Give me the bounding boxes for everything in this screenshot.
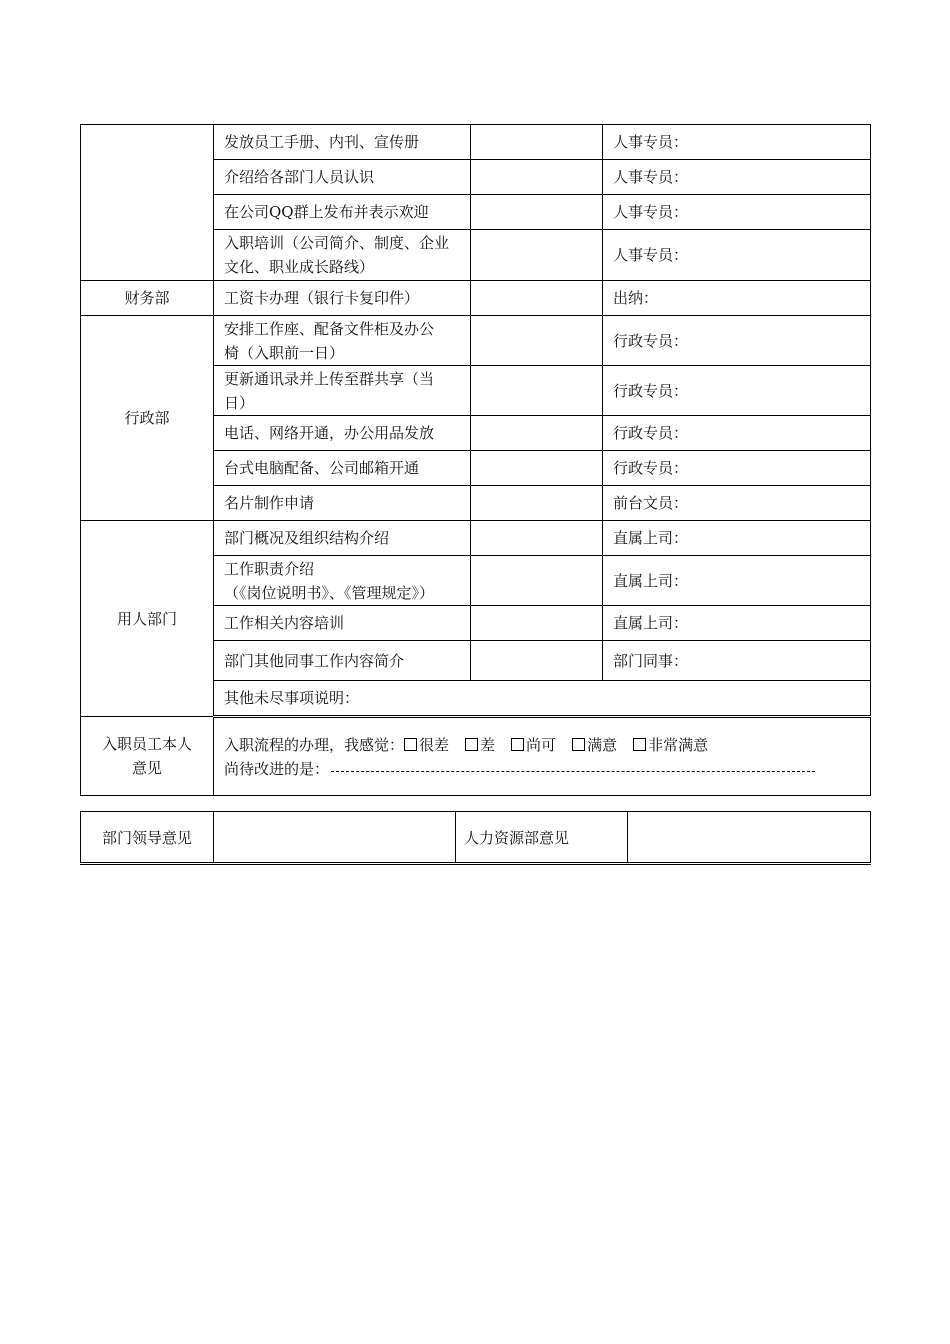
other-notes-cell[interactable]: 其他未尽事项说明： — [214, 681, 871, 717]
owner-cell: 行政专员： — [603, 316, 871, 366]
feedback-label-line: 意见 — [131, 759, 162, 777]
blank-cell[interactable] — [471, 366, 603, 416]
hr-label: 人力资源部意见 — [456, 812, 628, 864]
owner-cell: 行政专员： — [603, 451, 871, 486]
task-line: 文化、职业成长路线） — [224, 258, 375, 276]
blank-cell[interactable] — [471, 451, 603, 486]
owner-cell: 直属上司： — [603, 606, 871, 641]
table-row — [81, 316, 871, 366]
onboarding-checklist-table — [80, 124, 871, 796]
hr-signature-cell[interactable] — [628, 812, 871, 864]
option-satisfied[interactable] — [572, 736, 617, 754]
task-line: （《岗位说明书》、《管理规定》） — [224, 583, 435, 602]
task-line: 日） — [224, 393, 255, 412]
dept-leader-signature-cell[interactable] — [214, 812, 456, 864]
blank-cell[interactable] — [471, 230, 603, 281]
owner-cell: 人事专员： — [603, 195, 871, 230]
blank-cell[interactable] — [471, 641, 603, 681]
task-cell: 介绍给各部门人员认识 — [214, 160, 471, 195]
feedback-label-cell — [81, 717, 214, 796]
owner-cell: 出纳： — [603, 281, 871, 316]
blank-cell[interactable] — [471, 416, 603, 451]
checkbox-icon[interactable] — [465, 738, 478, 751]
dept-leader-label: 部门领导意见 — [81, 812, 214, 864]
improvement-label: 尚待改进的是： — [224, 759, 330, 778]
owner-cell: 人事专员： — [603, 160, 871, 195]
option-very-poor[interactable] — [404, 736, 449, 754]
improvement-blank-line[interactable] — [331, 759, 815, 772]
checkbox-icon[interactable] — [511, 738, 524, 751]
dept-cell-finance: 财务部 — [81, 281, 214, 316]
dept-cell-hr — [81, 125, 214, 281]
approval-table — [80, 811, 871, 865]
blank-cell[interactable] — [471, 606, 603, 641]
approval-row — [81, 812, 871, 864]
task-cell: 部门概况及组织结构介绍 — [214, 521, 471, 556]
option-fair[interactable] — [511, 736, 556, 754]
owner-cell: 部门同事： — [603, 641, 871, 681]
task-cell — [214, 316, 471, 366]
feedback-content-cell — [214, 717, 871, 796]
checkbox-icon[interactable] — [572, 738, 585, 751]
task-line: 工作职责介绍 — [224, 559, 315, 578]
blank-cell[interactable] — [471, 281, 603, 316]
table-row — [81, 521, 871, 556]
satisfaction-prompt: 入职流程的办理，我感觉： — [224, 735, 405, 754]
task-line: 安排工作座、配备文件柜及办公 — [224, 319, 435, 338]
owner-cell: 行政专员： — [603, 416, 871, 451]
owner-cell: 行政专员： — [603, 366, 871, 416]
owner-cell: 前台文员： — [603, 486, 871, 521]
option-label: 差 — [480, 735, 496, 754]
blank-cell[interactable] — [471, 160, 603, 195]
feedback-label-line: 入职员工本人 — [101, 735, 192, 753]
checkbox-icon[interactable] — [404, 738, 417, 751]
task-line: 椅（入职前一日） — [224, 343, 345, 362]
task-line: 更新通讯录并上传至群共享（当 — [224, 369, 435, 388]
table-row — [81, 125, 871, 160]
dept-cell-admin: 行政部 — [81, 316, 214, 521]
option-very-satisfied[interactable] — [633, 736, 708, 754]
task-cell: 在公司QQ群上发布并表示欢迎 — [214, 195, 471, 230]
blank-cell[interactable] — [471, 486, 603, 521]
task-cell: 台式电脑配备、公司邮箱开通 — [214, 451, 471, 486]
blank-cell[interactable] — [471, 125, 603, 160]
option-label: 尚可 — [526, 735, 557, 754]
owner-cell: 人事专员： — [603, 230, 871, 281]
task-cell — [214, 556, 471, 606]
improvement-line — [224, 757, 860, 781]
task-cell: 电话、网络开通，办公用品发放 — [214, 416, 471, 451]
task-cell: 发放员工手册、内刊、宣传册 — [214, 125, 471, 160]
owner-cell: 人事专员： — [603, 125, 871, 160]
blank-cell[interactable] — [471, 556, 603, 606]
option-label: 满意 — [587, 735, 618, 754]
dept-cell-hiring: 用人部门 — [81, 521, 214, 717]
feedback-row — [81, 717, 871, 796]
option-label: 非常满意 — [648, 735, 709, 754]
option-label: 很差 — [419, 735, 450, 754]
satisfaction-line — [224, 733, 860, 757]
task-cell: 部门其他同事工作内容简介 — [214, 641, 471, 681]
option-poor[interactable] — [465, 736, 495, 754]
table-row — [81, 281, 871, 316]
task-line: 入职培训（公司简介、制度、企业 — [224, 234, 450, 252]
task-cell: 工作相关内容培训 — [214, 606, 471, 641]
task-cell — [214, 230, 471, 281]
owner-cell: 直属上司： — [603, 521, 871, 556]
task-cell: 工资卡办理（银行卡复印件） — [214, 281, 471, 316]
blank-cell[interactable] — [471, 316, 603, 366]
owner-cell: 直属上司： — [603, 556, 871, 606]
checkbox-icon[interactable] — [633, 738, 646, 751]
blank-cell[interactable] — [471, 521, 603, 556]
blank-cell[interactable] — [471, 195, 603, 230]
task-cell: 名片制作申请 — [214, 486, 471, 521]
task-cell — [214, 366, 471, 416]
